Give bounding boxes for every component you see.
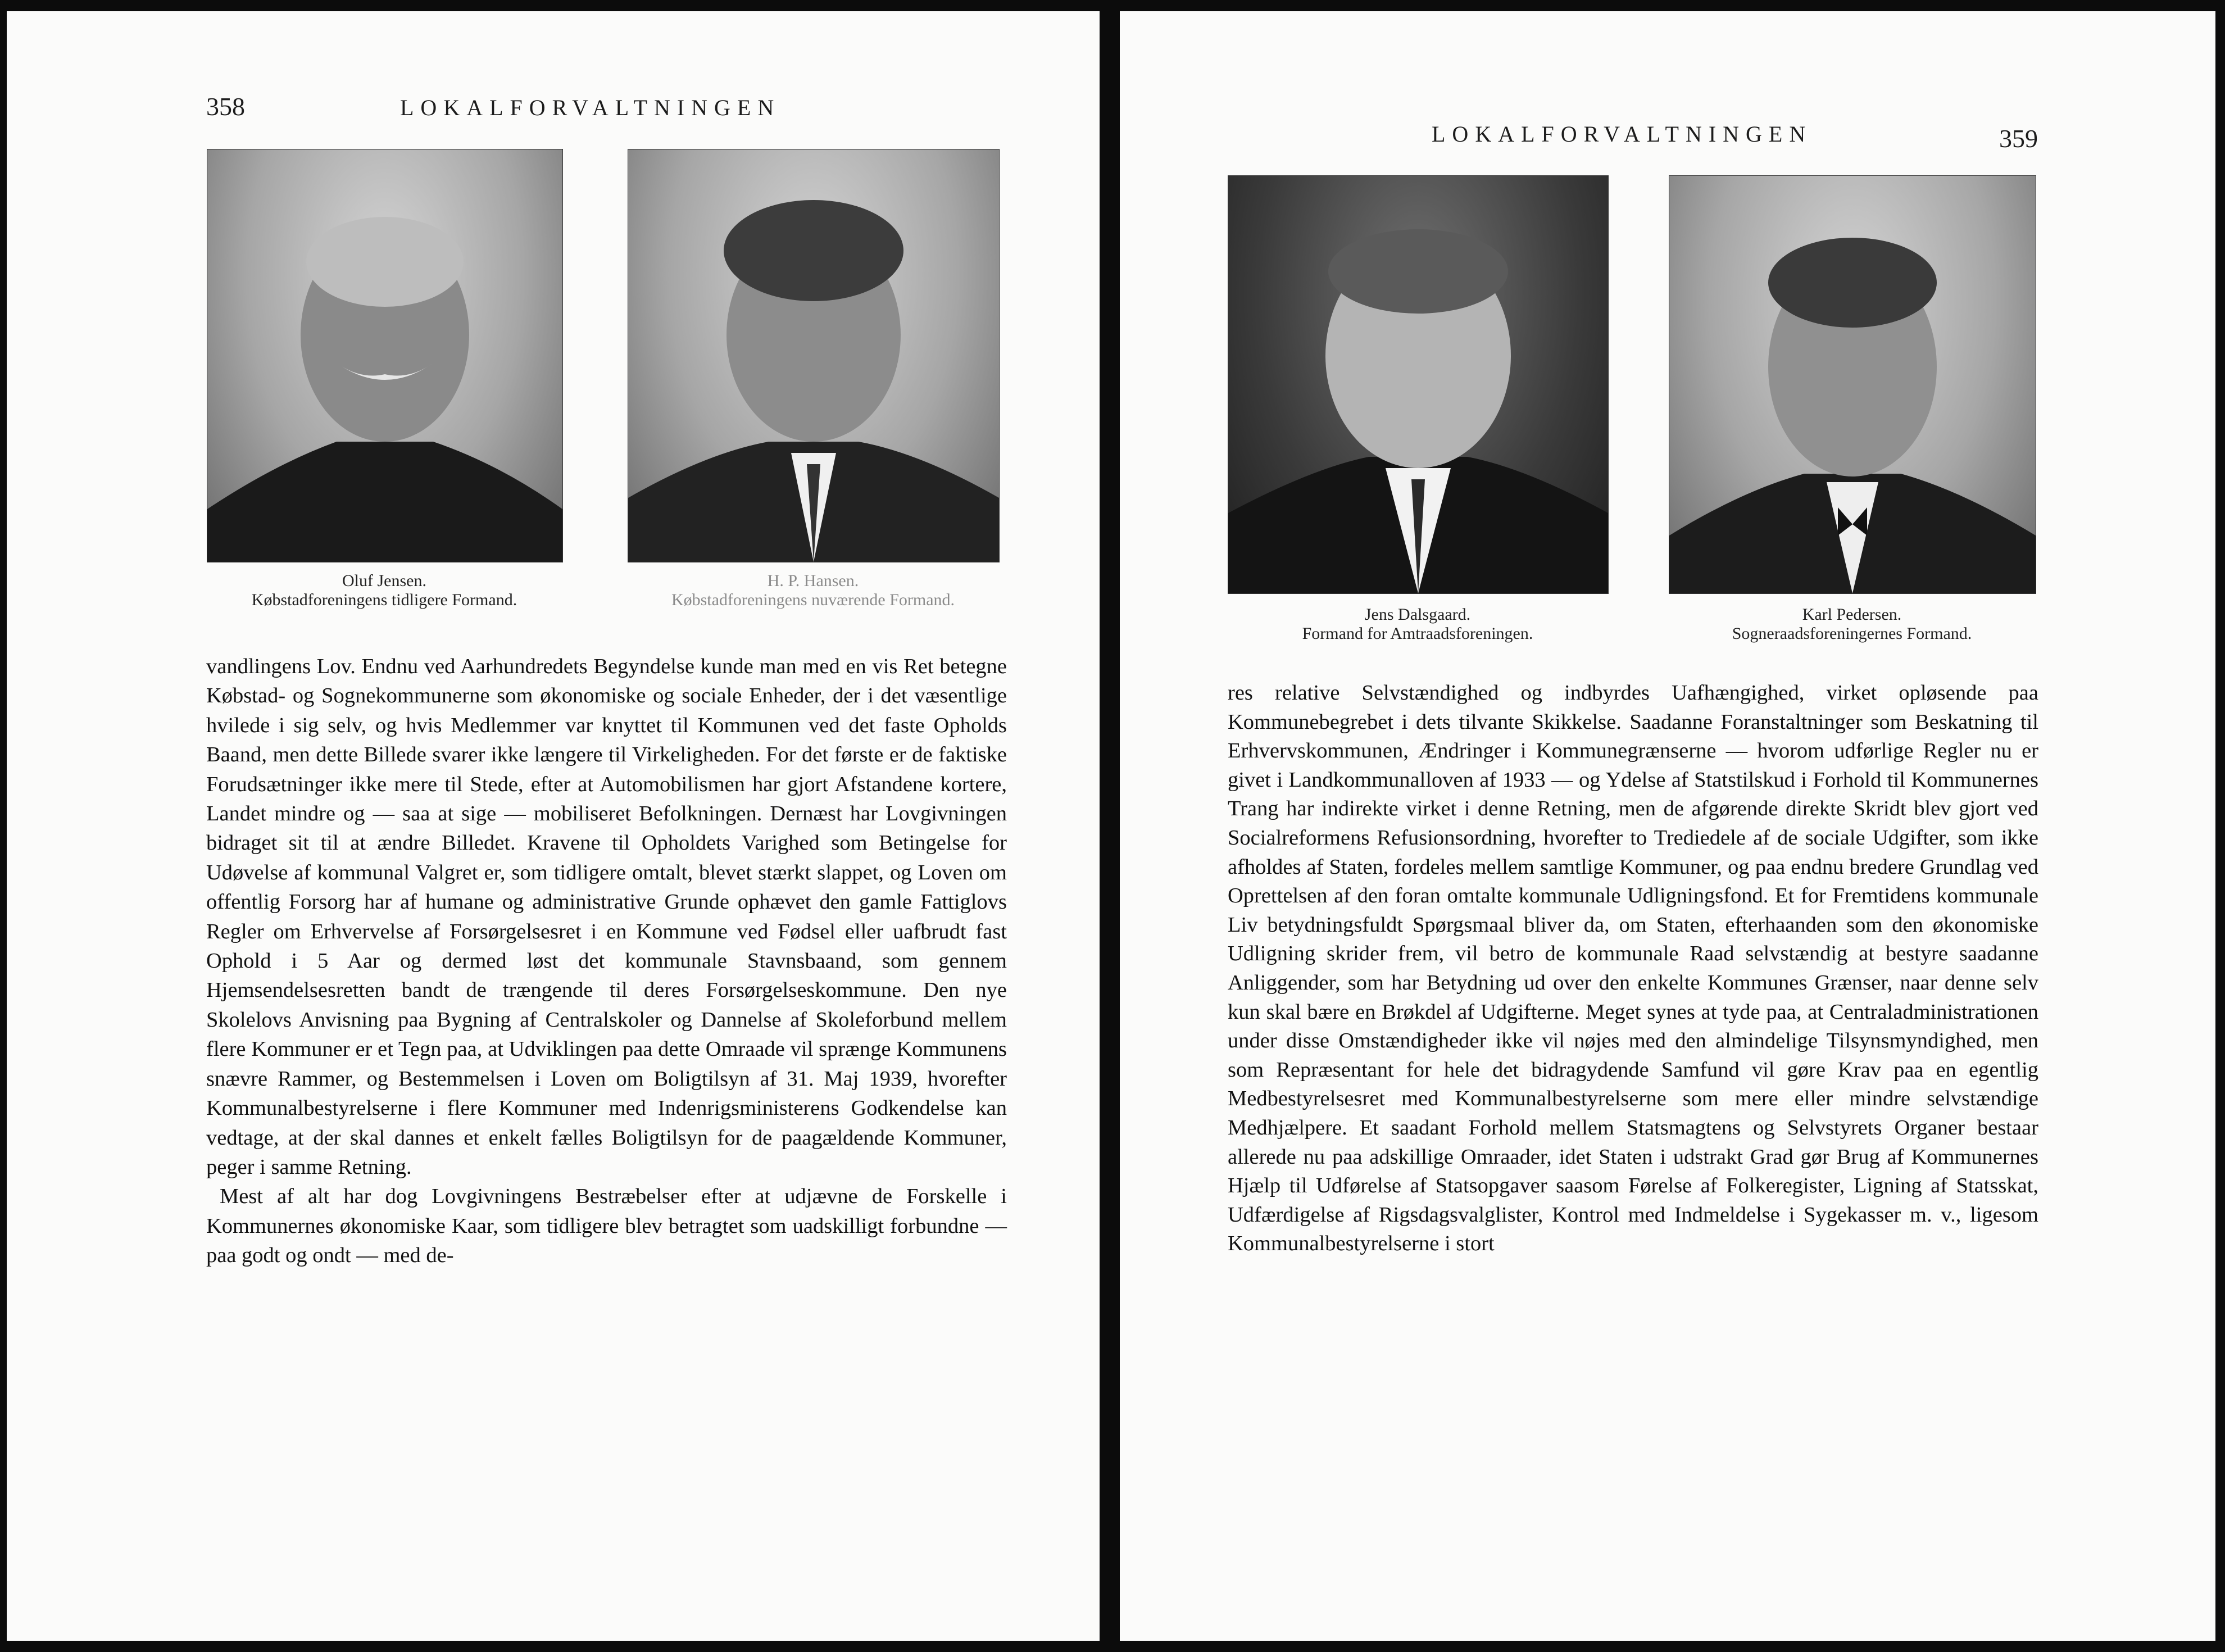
left-page bbox=[7, 11, 1100, 1641]
portrait-photo-icon bbox=[628, 149, 1000, 562]
portrait-title: Købstadforeningens nuværende Formand. bbox=[671, 591, 955, 609]
portrait-caption bbox=[605, 571, 1021, 610]
portrait-photo-icon bbox=[1669, 175, 2036, 594]
page-number: 359 bbox=[1999, 124, 2038, 153]
portrait-name: Jens Dalsgaard. bbox=[1364, 605, 1471, 624]
portrait-caption bbox=[1646, 605, 2058, 643]
portrait-photo-icon bbox=[1228, 175, 1609, 594]
portrait-title: Sogneraadsforeningernes Formand. bbox=[1732, 624, 1972, 643]
portrait-title: Formand for Amtraadsforeningen. bbox=[1302, 624, 1533, 643]
portrait-title: Købstadforeningens tidligere Formand. bbox=[251, 591, 517, 609]
portrait-photo-icon bbox=[207, 149, 563, 562]
portrait-name: Karl Pedersen. bbox=[1802, 605, 1902, 624]
paragraph: vandlingens Lov. Endnu ved Aarhundredets Begyndelse kunde man med en vis Ret betegne Købstad- og Sognekommunerne som økonomiske og sociale Enheder, der i det væsentlige hvilede i sig selv, og hvis Medlemmer var knyttet til Kommunen ved det faste Opholds Baand, men dette Billede svarer ikke længere til Virkeligheden. For det første er de faktiske Forudsætninger ikke mere til Stede, efter at Automobilismen har gjort Afstandene kortere, Landet mindre og — saa at sige — mobiliseret Befolkningen. Dernæst har Lovgivningen bidraget sit til at ændre Billedet. Kravene til Opholdets Varighed som Betingelse for Udøvelse af kommunal Valgret er, som tidligere omtalt, blevet stærkt slappet, og Loven om offentlig Forsorg har af humane og administrative Grunde ophævet den gamle Fattiglovs Regler om Erhvervelse af Forsørgelsesret i en Kommune ved Fødsel eller uafbrudt fast Ophold i 5 Aar og dermed løst det kommunale Stavnsbaand, som gennem Hjemsendelsesretten bandt de trængende til deres Forsørgelseskommune. Den nye Skolelovs Anvisning paa Bygning af Centralskoler og Dannelse af Skoleforbund mellem flere Kommuner er et Tegn paa, at Udviklingen paa dette Omraade vil sprænge Kommunens snævre Rammer, og Bestemmelsen i Loven om Boligtilsyn af 31. Maj 1939, hvorefter Kommunalbestyrelserne i flere Kommuner med Indenrigsministerens Godkendelse kan vedtage, at der skal dannes et enkelt fælles Boligtilsyn for de paagældende Kommuner, peger i samme Retning. bbox=[206, 655, 1007, 1179]
page-number: 358 bbox=[206, 92, 245, 121]
body-text bbox=[1228, 679, 2038, 1259]
portrait-name: H. P. Hansen. bbox=[767, 571, 859, 590]
portrait-name: Oluf Jensen. bbox=[342, 571, 426, 590]
running-head: LOKALFORVALTNINGEN bbox=[400, 95, 781, 120]
paragraph: res relative Selvstændighed og indbyrdes Uafhængighed, virket opløsende paa Kommunebegrebet i dets tilvante Skikkelse. Saadanne Foranstaltninger som Beskatning til Erhvervskommunen, Ændringer i Kommunegrænserne — hvorom udførlige Regler nu er givet i Landkommunalloven af 1933 — og Ydelse af Statstilskud i Forhold til Kommunernes Trang har indirekte virket i denne Retning, men de afgørende direkte Skridt blev gjort ved Socialreformens Refusionsordning, hvorefter to Trediedele af de sociale Udgifter, som ikke afholdes af Staten, fordeles mellem samtlige Kommuner, og paa endnu bredere Grundlag ved Oprettelsen af den foran omtalte kommunale Udligningsfond. Et for Fremtidens kommunale Liv betydningsfuldt Spørgsmaal bliver da, om Staten, efterhaanden som den økonomiske Udligning skrider frem, vil betro de kommunale Raad selvstændig at bestyre saadanne Anliggender, som har Betydning ud over den enkelte Kommunes Grænser, naar denne selv kun skal bære en Brøkdel af Udgifterne. Meget synes at tyde paa, at Centraladministrationen under disse Omstændigheder ikke vil nøjes med den almindelige Tilsynsmyndighed, men som Repræsentant for hele det bidragydende Samfund vil gøre Krav paa en egentlig Medbestyrelsesret med Kommunalbestyrelserne som mere eller mindre selvstændige Medhjælpere. Et saadant Forhold mellem Statsmagtens og Selvstyrets Organer bestaar allerede nu paa adskillige Omraader, idet Staten i udstrakt Grad gør Brug af Kommunernes Hjælp til Udførelse af Statsopgaver saasom Førelse af Folkeregister, Ligning af Statsskat, Udfærdigelse af Rigsdagsvalglister, Kontrol med Indmeldelse i Sygekasser m. v., ligesom Kommunalbestyrelserne i stort bbox=[1228, 681, 2038, 1256]
portrait-caption bbox=[184, 571, 584, 610]
paragraph: Mest af alt har dog Lovgivningens Bestræbelser efter at udjævne de Forskelle i Kommunernes økonomiske Kaar, som tidligere blev betragtet som uadskilligt forbundne — paa godt og ondt — med de- bbox=[206, 1184, 1007, 1268]
body-text bbox=[206, 652, 1007, 1270]
running-head: LOKALFORVALTNINGEN bbox=[1432, 121, 1813, 147]
portrait-caption bbox=[1205, 605, 1630, 643]
right-page bbox=[1120, 11, 2215, 1641]
